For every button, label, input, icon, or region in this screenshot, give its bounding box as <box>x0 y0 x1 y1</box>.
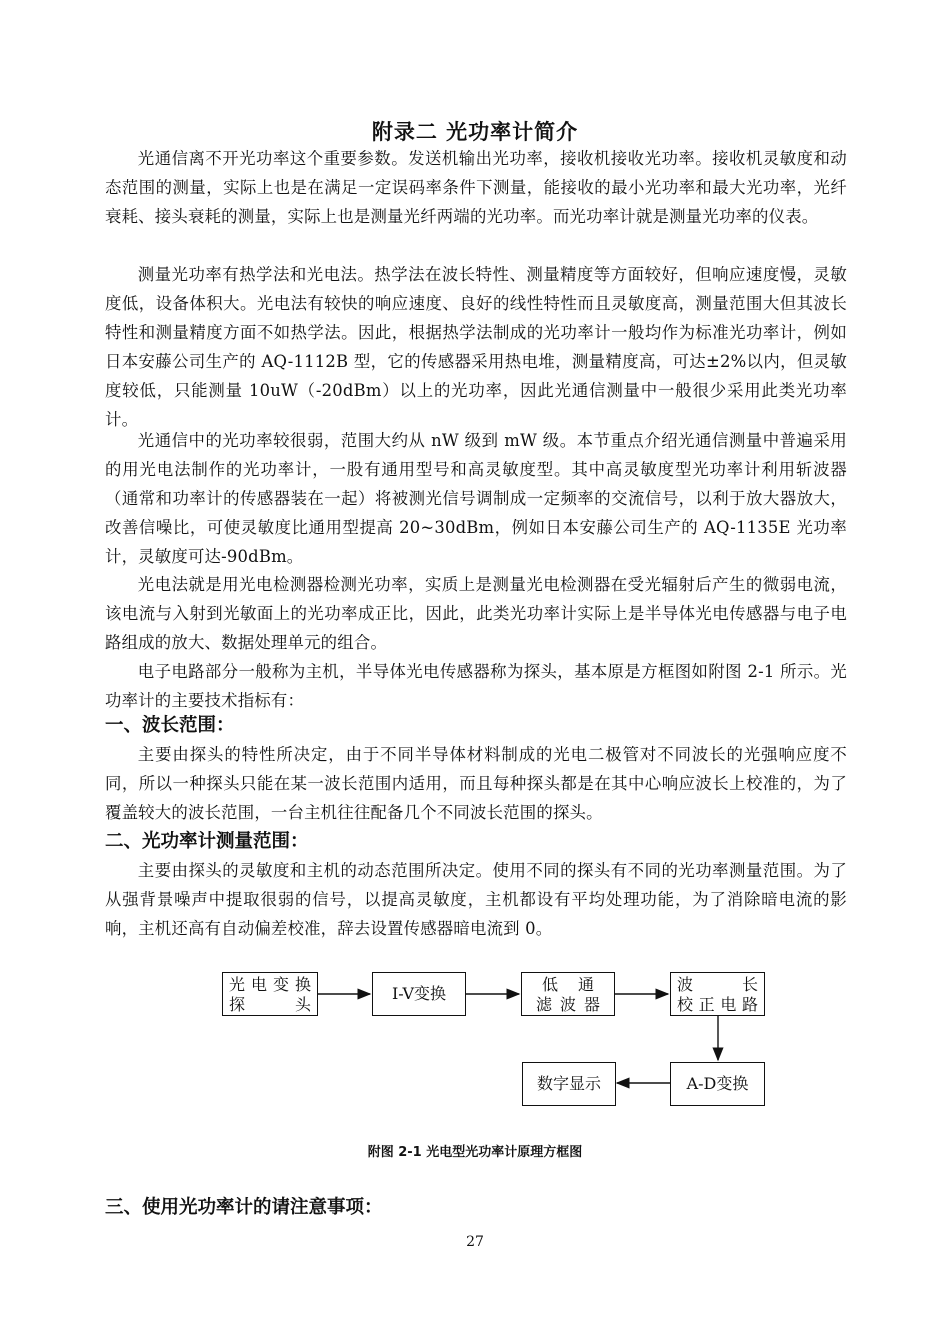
block-diagram <box>215 962 775 1112</box>
section-heading-range: 二、光功率计测量范围： <box>105 831 309 852</box>
box-iv-conversion: I-V变换 <box>372 972 466 1016</box>
paragraph-2: 测量光功率有热学法和光电法。热学法在波长特性、测量精度等方面较好，但响应速度慢，灵敏度低，设备体积大。光电法有较快的响应速度、良好的线性特性而且灵敏度高，测量范围大但其波长特性和测量精度方面不如热学法。因此，根据热学法制成的光功率计一般均作为标准光功率计，例如日本安藤公司生产的 AQ-1112B 型，它的传感器采用热电堆，测量精度高，可达±2%以内，但灵敏度较低，只能测量 10uW（-20dBm）以上的光功率，因此光通信测量中一般很少采用此类光功率计。 <box>105 265 847 429</box>
section-text-range: 主要由探头的灵敏度和主机的动态范围所决定。使用不同的探头有不同的光功率测量范围。为了从强背景噪声中提取很弱的信号，以提高灵敏度，主机都设有平均处理功能，为了消除暗电流的影响，主机还高有自动偏差校准，辞去设置传感器暗电流到 0。 <box>105 861 847 938</box>
paragraph-4: 光电法就是用光电检测器检测光功率，实质上是测量光电检测器在受光辐射后产生的微弱电流，该电流与入射到光敏面上的光功率成正比，因此，此类光功率计实际上是半导体光电传感器与电子电路组成的放大、数据处理单元的组合。 <box>105 575 847 652</box>
page-number: 27 <box>466 1234 484 1250</box>
section-heading-wavelength: 一、波长范围： <box>105 715 235 736</box>
paragraph-1: 光通信离不开光功率这个重要参数。发送机输出光功率，接收机接收光功率。接收机灵敏度和动态范围的测量，实际上也是在满足一定误码率条件下测量，能接收的最小光功率和最大光功率，光纤衰耗、接头衰耗的测量，实际上也是测量光纤两端的光功率。而光功率计就是测量光功率的仪表。 <box>105 149 847 226</box>
page-title: 附录二 光功率计简介 <box>371 120 579 144</box>
section-text-wavelength: 主要由探头的特性所决定，由于不同半导体材料制成的光电二极管对不同波长的光强响应度不同，所以一种探头只能在某一波长范围内适用，而且每种探头都是在其中心响应波长上校准的，为了覆盖较大的波长范围，一台主机往往配备几个不同波长范围的探头。 <box>105 745 847 822</box>
figure-caption: 附图 2-1 光电型光功率计原理方框图 <box>367 1145 583 1160</box>
box-digital-display: 数字显示 <box>522 1062 616 1106</box>
section-heading-precautions: 三、使用光功率计的请注意事项： <box>105 1197 383 1218</box>
box-wavelength-correction: 波 长 校 正 电 路 <box>670 972 765 1016</box>
box-ad-conversion: A-D变换 <box>670 1062 765 1106</box>
box-lowpass-filter: 低 通 滤 波 器 <box>521 972 615 1016</box>
box-photoelectric-probe: 光 电 变 换 探 头 <box>222 972 318 1016</box>
paragraph-3: 光通信中的光功率较很弱，范围大约从 nW 级到 mW 级。本节重点介绍光通信测量中普遍采用的用光电法制作的光功率计，一股有通用型号和高灵敏度型。其中高灵敏度型光功率计利用斩波器（通常和功率计的传感器装在一起）将被测光信号调制成一定频率的交流信号，以利于放大器放大，改善信噪比，可使灵敏度比通用型提高 20~30dBm，例如日本安藤公司生产的 AQ-1135E 光功率计，灵敏度可达-90dBm。 <box>105 431 847 566</box>
paragraph-5: 电子电路部分一般称为主机，半导体光电传感器称为探头，基本原是方框图如附图 2-1 所示。光功率计的主要技术指标有： <box>105 662 847 710</box>
